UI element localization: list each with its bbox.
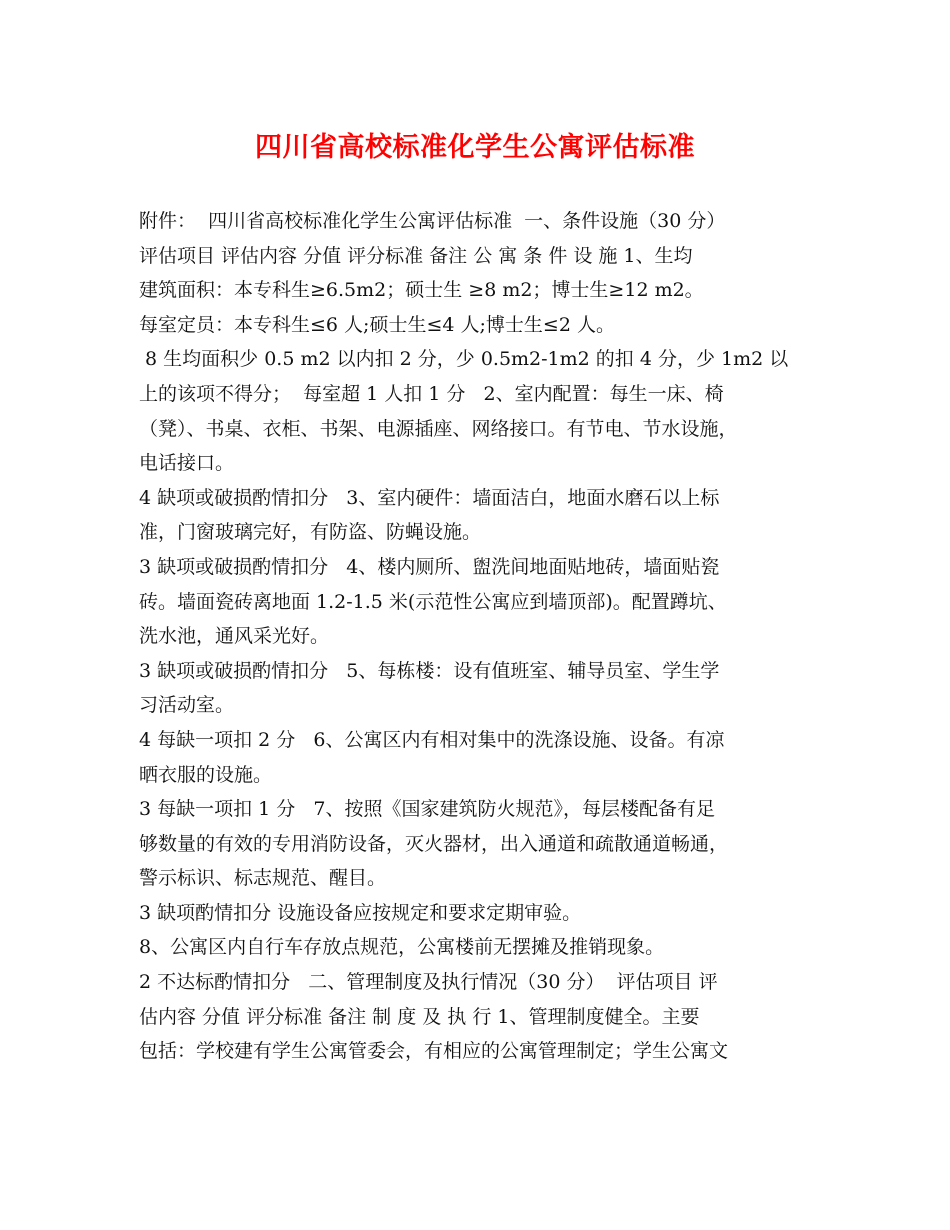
body-line: 3 缺项或破损酌情扣分 4、楼内厕所、盥洗间地面贴地砖，墙面贴瓷 (139, 555, 720, 578)
body-line: 附件： 四川省高校标准化学生公寓评估标准 一、条件设施（30 分） (139, 210, 726, 232)
body-line: 8 生均面积少 0.5 m2 以内扣 2 分，少 0.5m2-1m2 的扣 4 分，少 1m2 以 (139, 348, 789, 371)
body-line: 晒衣服的设施。 (139, 763, 273, 786)
body-line: 警示标识、标志规范、醒目。 (139, 867, 387, 890)
body-line: 砖。墙面瓷砖离地面 1.2-1.5 米(示范性公寓应到墙顶部)。配置蹲坑、 (139, 590, 727, 613)
body-line: 评估项目 评估内容 分值 评分标准 备注 公 寓 条 件 设 施 1、生均 (139, 244, 693, 267)
body-line: 4 每缺一项扣 2 分 6、公寓区内有相对集中的洗涤设施、设备。有凉 (139, 728, 725, 751)
body-line: 8、公寓区内自行车存放点规范，公寓楼前无摆摊及推销现象。 (139, 936, 665, 959)
body-line: 建筑面积：本专科生≥6.5m2；硕士生 ≥8 m2；博士生≥12 m2。 (139, 279, 704, 302)
body-line: 洗水池，通风采光好。 (139, 625, 330, 648)
body-line: 包括：学校建有学生公寓管委会，有相应的公寓管理制定；学生公寓文 (139, 1040, 729, 1063)
document-title: 四川省高校标准化学生公寓评估标准 (255, 132, 695, 163)
body-line: 3 缺项或破损酌情扣分 5、每栋楼：设有值班室、辅导员室、学生学 (139, 659, 720, 682)
body-line: 电话接口。 (139, 452, 235, 475)
body-line: 3 缺项酌情扣分 设施设备应按规定和要求定期审验。 (139, 901, 582, 924)
body-line: 2 不达标酌情扣分 二、管理制度及执行情况（30 分） 评估项目 评 (139, 971, 718, 994)
body-line: 上的该项不得分； 每室超 1 人扣 1 分 2、室内配置：每生一床、椅 (139, 382, 724, 405)
body-line: 习活动室。 (139, 694, 235, 717)
body-line: 每室定员：本专科生≤6 人;硕士生≤4 人;博士生≤2 人。 (139, 313, 615, 336)
body-line: （凳）、书桌、衣柜、书架、电源插座、网络接口。有节电、节水设施， (139, 417, 738, 440)
body-line: 够数量的有效的专用消防设备，灭火器材，出入通道和疏散通道畅通， (139, 832, 729, 855)
document-body (139, 204, 829, 1069)
body-line: 4 缺项或破损酌情扣分 3、室内硬件：墙面洁白，地面水磨石以上标 (139, 486, 720, 509)
body-line: 估内容 分值 评分标准 备注 制 度 及 执 行 1、管理制度健全。主要 (139, 1005, 700, 1028)
body-line: 3 每缺一项扣 1 分 7、按照《国家建筑防火规范》，每层楼配备有足 (139, 798, 716, 821)
body-line: 准，门窗玻璃完好，有防盗、防蝇设施。 (139, 521, 482, 544)
